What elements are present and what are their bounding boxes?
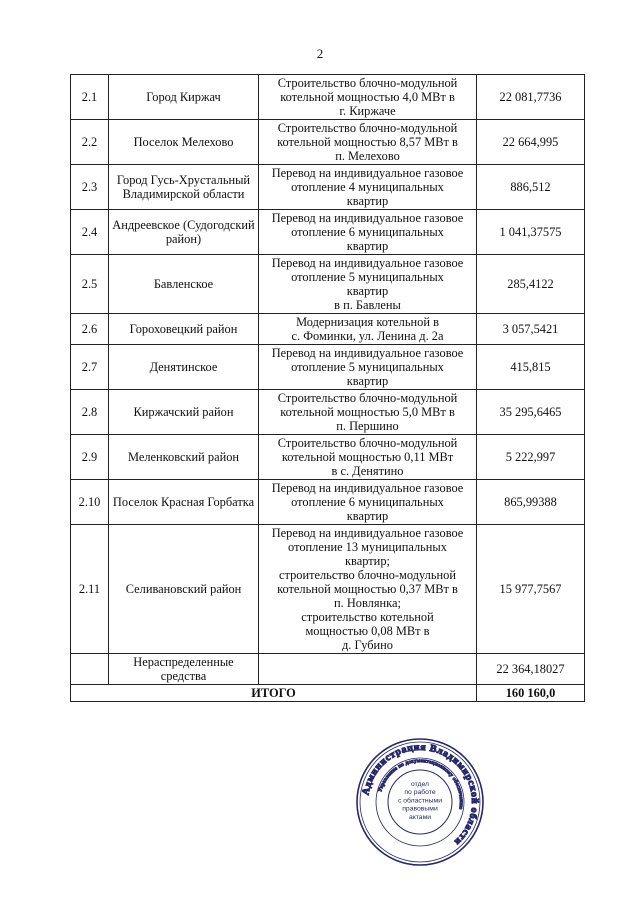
description-line: Строительство блочно-модульной: [277, 391, 458, 405]
description-line: квартир: [346, 374, 389, 388]
row-number: 2.8: [71, 390, 109, 435]
description-line: отопление 5 муниципальных: [291, 270, 444, 284]
description-cell: [259, 120, 477, 165]
description-line: котельной мощностью 8,57 МВт в: [277, 135, 458, 149]
description-cell: [259, 255, 477, 314]
table-row: [71, 345, 585, 390]
description-line: в п. Бавлены: [334, 298, 401, 312]
table-row: [71, 120, 585, 165]
amount-cell: 35 295,6465: [477, 390, 585, 435]
row-number: 2.6: [71, 314, 109, 345]
description-cell: [259, 525, 477, 654]
amount-cell: 15 977,7567: [477, 525, 585, 654]
row-number: 2.3: [71, 165, 109, 210]
place-cell: Селивановский район: [109, 525, 259, 654]
table-row: [71, 165, 585, 210]
stamp-inner-ring-text: Управление по документационному обеспечению: [377, 757, 465, 810]
stamp-center-line: актами: [408, 813, 432, 821]
description-line: квартир: [346, 194, 389, 208]
description-line: г. Киржаче: [339, 104, 396, 118]
description-line: Строительство блочно-модульной: [277, 436, 458, 450]
amount-cell: 415,815: [477, 345, 585, 390]
description-line: отопление 6 муниципальных: [291, 495, 444, 509]
place-cell: Бавленское: [109, 255, 259, 314]
table-row: [71, 390, 585, 435]
description-line: Перевод на индивидуальное газовое: [271, 481, 464, 495]
table-row: [71, 654, 585, 685]
amount-cell: 285,4122: [477, 255, 585, 314]
description-line: Перевод на индивидуальное газовое: [271, 526, 464, 540]
description-cell: [259, 654, 477, 685]
description-line: Перевод на индивидуальное газовое: [271, 211, 464, 225]
description-line: квартир;: [345, 554, 390, 568]
description-line: отопление 5 муниципальных: [291, 360, 444, 374]
amount-cell: 5 222,997: [477, 435, 585, 480]
row-number: 2.1: [71, 75, 109, 120]
amount-cell: 1 041,37575: [477, 210, 585, 255]
place-cell: Город Киржач: [109, 75, 259, 120]
description-line: котельной мощностью 4,0 МВт в: [280, 90, 455, 104]
place-cell: Город Гусь-Хрустальный Владимирской области: [109, 165, 259, 210]
description-line: строительство блочно-модульной: [279, 568, 456, 582]
description-line: котельной мощностью 5,0 МВт в: [280, 405, 455, 419]
total-label: ИТОГО: [71, 685, 477, 702]
description-line: Перевод на индивидуальное газовое: [271, 256, 464, 270]
total-row: [71, 685, 585, 702]
description-line: отопление 13 муниципальных: [288, 540, 447, 554]
official-stamp: [355, 737, 485, 867]
page-number: 2: [316, 46, 324, 61]
stamp-center-line: по работе: [404, 789, 436, 797]
description-line: п. Мелехово: [335, 149, 400, 163]
place-cell: Андреевское (Судогодский район): [109, 210, 259, 255]
description-line: д. Губино: [342, 638, 393, 652]
place-cell: Нераспределенные средства: [109, 654, 259, 685]
description-cell: [259, 75, 477, 120]
row-number: 2.7: [71, 345, 109, 390]
table-row: [71, 314, 585, 345]
table-row: [71, 525, 585, 654]
description-line: квартир: [346, 284, 389, 298]
description-cell: [259, 210, 477, 255]
description-line: Строительство блочно-модульной: [277, 121, 458, 135]
table-body: [71, 75, 585, 685]
description-line: котельной мощностью 0,11 МВт: [281, 450, 454, 464]
description-line: отопление 4 муниципальных: [291, 180, 444, 194]
description-line: Перевод на индивидуальное газовое: [271, 166, 464, 180]
total-amount: 160 160,0: [477, 685, 585, 702]
place-cell: Киржачский район: [109, 390, 259, 435]
stamp-center-line: правовыми: [402, 805, 438, 813]
description-line: квартир: [346, 239, 389, 253]
stamp-ring-text: Администрация Владимирской области: [360, 741, 481, 848]
amount-cell: 22 664,995: [477, 120, 585, 165]
description-line: с. Фоминки, ул. Ленина д. 2а: [291, 329, 444, 343]
amount-cell: 22 081,7736: [477, 75, 585, 120]
row-number: 2.11: [71, 525, 109, 654]
stamp-center-line: с областными: [397, 797, 443, 805]
table-row: [71, 75, 585, 120]
description-line: Строительство блочно-модульной: [277, 76, 458, 90]
place-cell: Поселок Мелехово: [109, 120, 259, 165]
description-line: отопление 6 муниципальных: [291, 225, 444, 239]
description-cell: [259, 480, 477, 525]
description-line: Перевод на индивидуальное газовое: [271, 346, 464, 360]
amount-cell: 886,512: [477, 165, 585, 210]
funding-table: [70, 74, 585, 702]
row-number: 2.4: [71, 210, 109, 255]
description-cell: [259, 390, 477, 435]
stamp-center-line: отдел: [410, 781, 430, 788]
table-row: [71, 210, 585, 255]
description-line: квартир: [346, 509, 389, 523]
description-cell: [259, 314, 477, 345]
row-number: 2.2: [71, 120, 109, 165]
description-line: п. Першино: [336, 419, 399, 433]
description-cell: [259, 345, 477, 390]
place-cell: Гороховецкий район: [109, 314, 259, 345]
description-line: Модернизация котельной в: [296, 315, 439, 329]
description-line: мощностью 0,08 МВт в: [305, 624, 430, 638]
description-line: п. Новлянка;: [334, 596, 401, 610]
table-row: [71, 480, 585, 525]
row-number: 2.5: [71, 255, 109, 314]
description-line: строительство котельной: [301, 610, 434, 624]
amount-cell: 22 364,18027: [477, 654, 585, 685]
place-cell: Меленковский район: [109, 435, 259, 480]
description-line: котельной мощностью 0,37 МВт в: [277, 582, 458, 596]
place-cell: Денятинское: [109, 345, 259, 390]
row-number: 2.10: [71, 480, 109, 525]
description-line: в с. Денятино: [331, 464, 404, 478]
place-cell: Поселок Красная Горбатка: [109, 480, 259, 525]
row-number: 2.9: [71, 435, 109, 480]
description-cell: [259, 435, 477, 480]
amount-cell: 865,99388: [477, 480, 585, 525]
table-row: [71, 255, 585, 314]
description-cell: [259, 165, 477, 210]
table-row: [71, 435, 585, 480]
stamp-center-text: [398, 781, 442, 821]
amount-cell: 3 057,5421: [477, 314, 585, 345]
row-number: [71, 654, 109, 685]
